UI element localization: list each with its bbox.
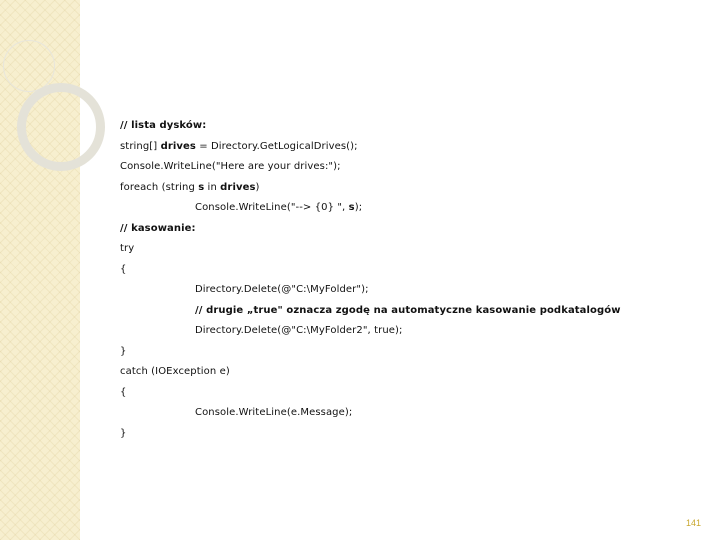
code-token: Console.WriteLine("--> {0} ", xyxy=(195,202,349,213)
code-line-try: try xyxy=(120,243,135,254)
code-token-s: s xyxy=(198,181,205,193)
code-line-console-drive xyxy=(120,198,700,219)
code-line-open-brace: { xyxy=(120,386,127,398)
code-line-delete-folder: Directory.Delete(@"C:\MyFolder"); xyxy=(195,284,369,295)
code-token: string[] xyxy=(120,140,161,152)
code-line-delete-folder2: Directory.Delete(@"C:\MyFolder2", true); xyxy=(195,325,403,336)
code-token: in xyxy=(204,181,221,193)
decorative-ring-large xyxy=(17,83,105,171)
comment-delete: // kasowanie: xyxy=(120,222,196,234)
code-line-console-header: Console.WriteLine("Here are your drives:"); xyxy=(120,161,341,172)
code-token-drives: drives xyxy=(160,140,196,152)
comment-drive-list: // lista dysków: xyxy=(120,120,207,131)
code-token: ) xyxy=(255,181,260,193)
code-line-open-brace: { xyxy=(120,263,127,275)
code-token: = Directory.GetLogicalDrives(); xyxy=(195,140,358,152)
code-token: foreach (string xyxy=(120,181,199,193)
code-line-get-drives xyxy=(120,137,700,158)
comment-recursive-delete: // drugie „true" oznacza zgodę na automatyczne kasowanie podkatalogów xyxy=(195,304,621,316)
code-line-console-message: Console.WriteLine(e.Message); xyxy=(195,407,353,418)
page-number: 141 xyxy=(686,518,702,528)
code-listing xyxy=(120,116,700,444)
code-line-close-brace: } xyxy=(120,345,127,357)
code-token-drives: drives xyxy=(220,181,256,193)
code-token: ); xyxy=(354,202,363,213)
code-token-s: s xyxy=(348,202,355,213)
decorative-side-panel xyxy=(0,0,80,540)
code-line-foreach xyxy=(120,178,700,199)
code-line-close-brace: } xyxy=(120,427,127,439)
code-line-catch: catch (IOException e) xyxy=(120,366,230,377)
